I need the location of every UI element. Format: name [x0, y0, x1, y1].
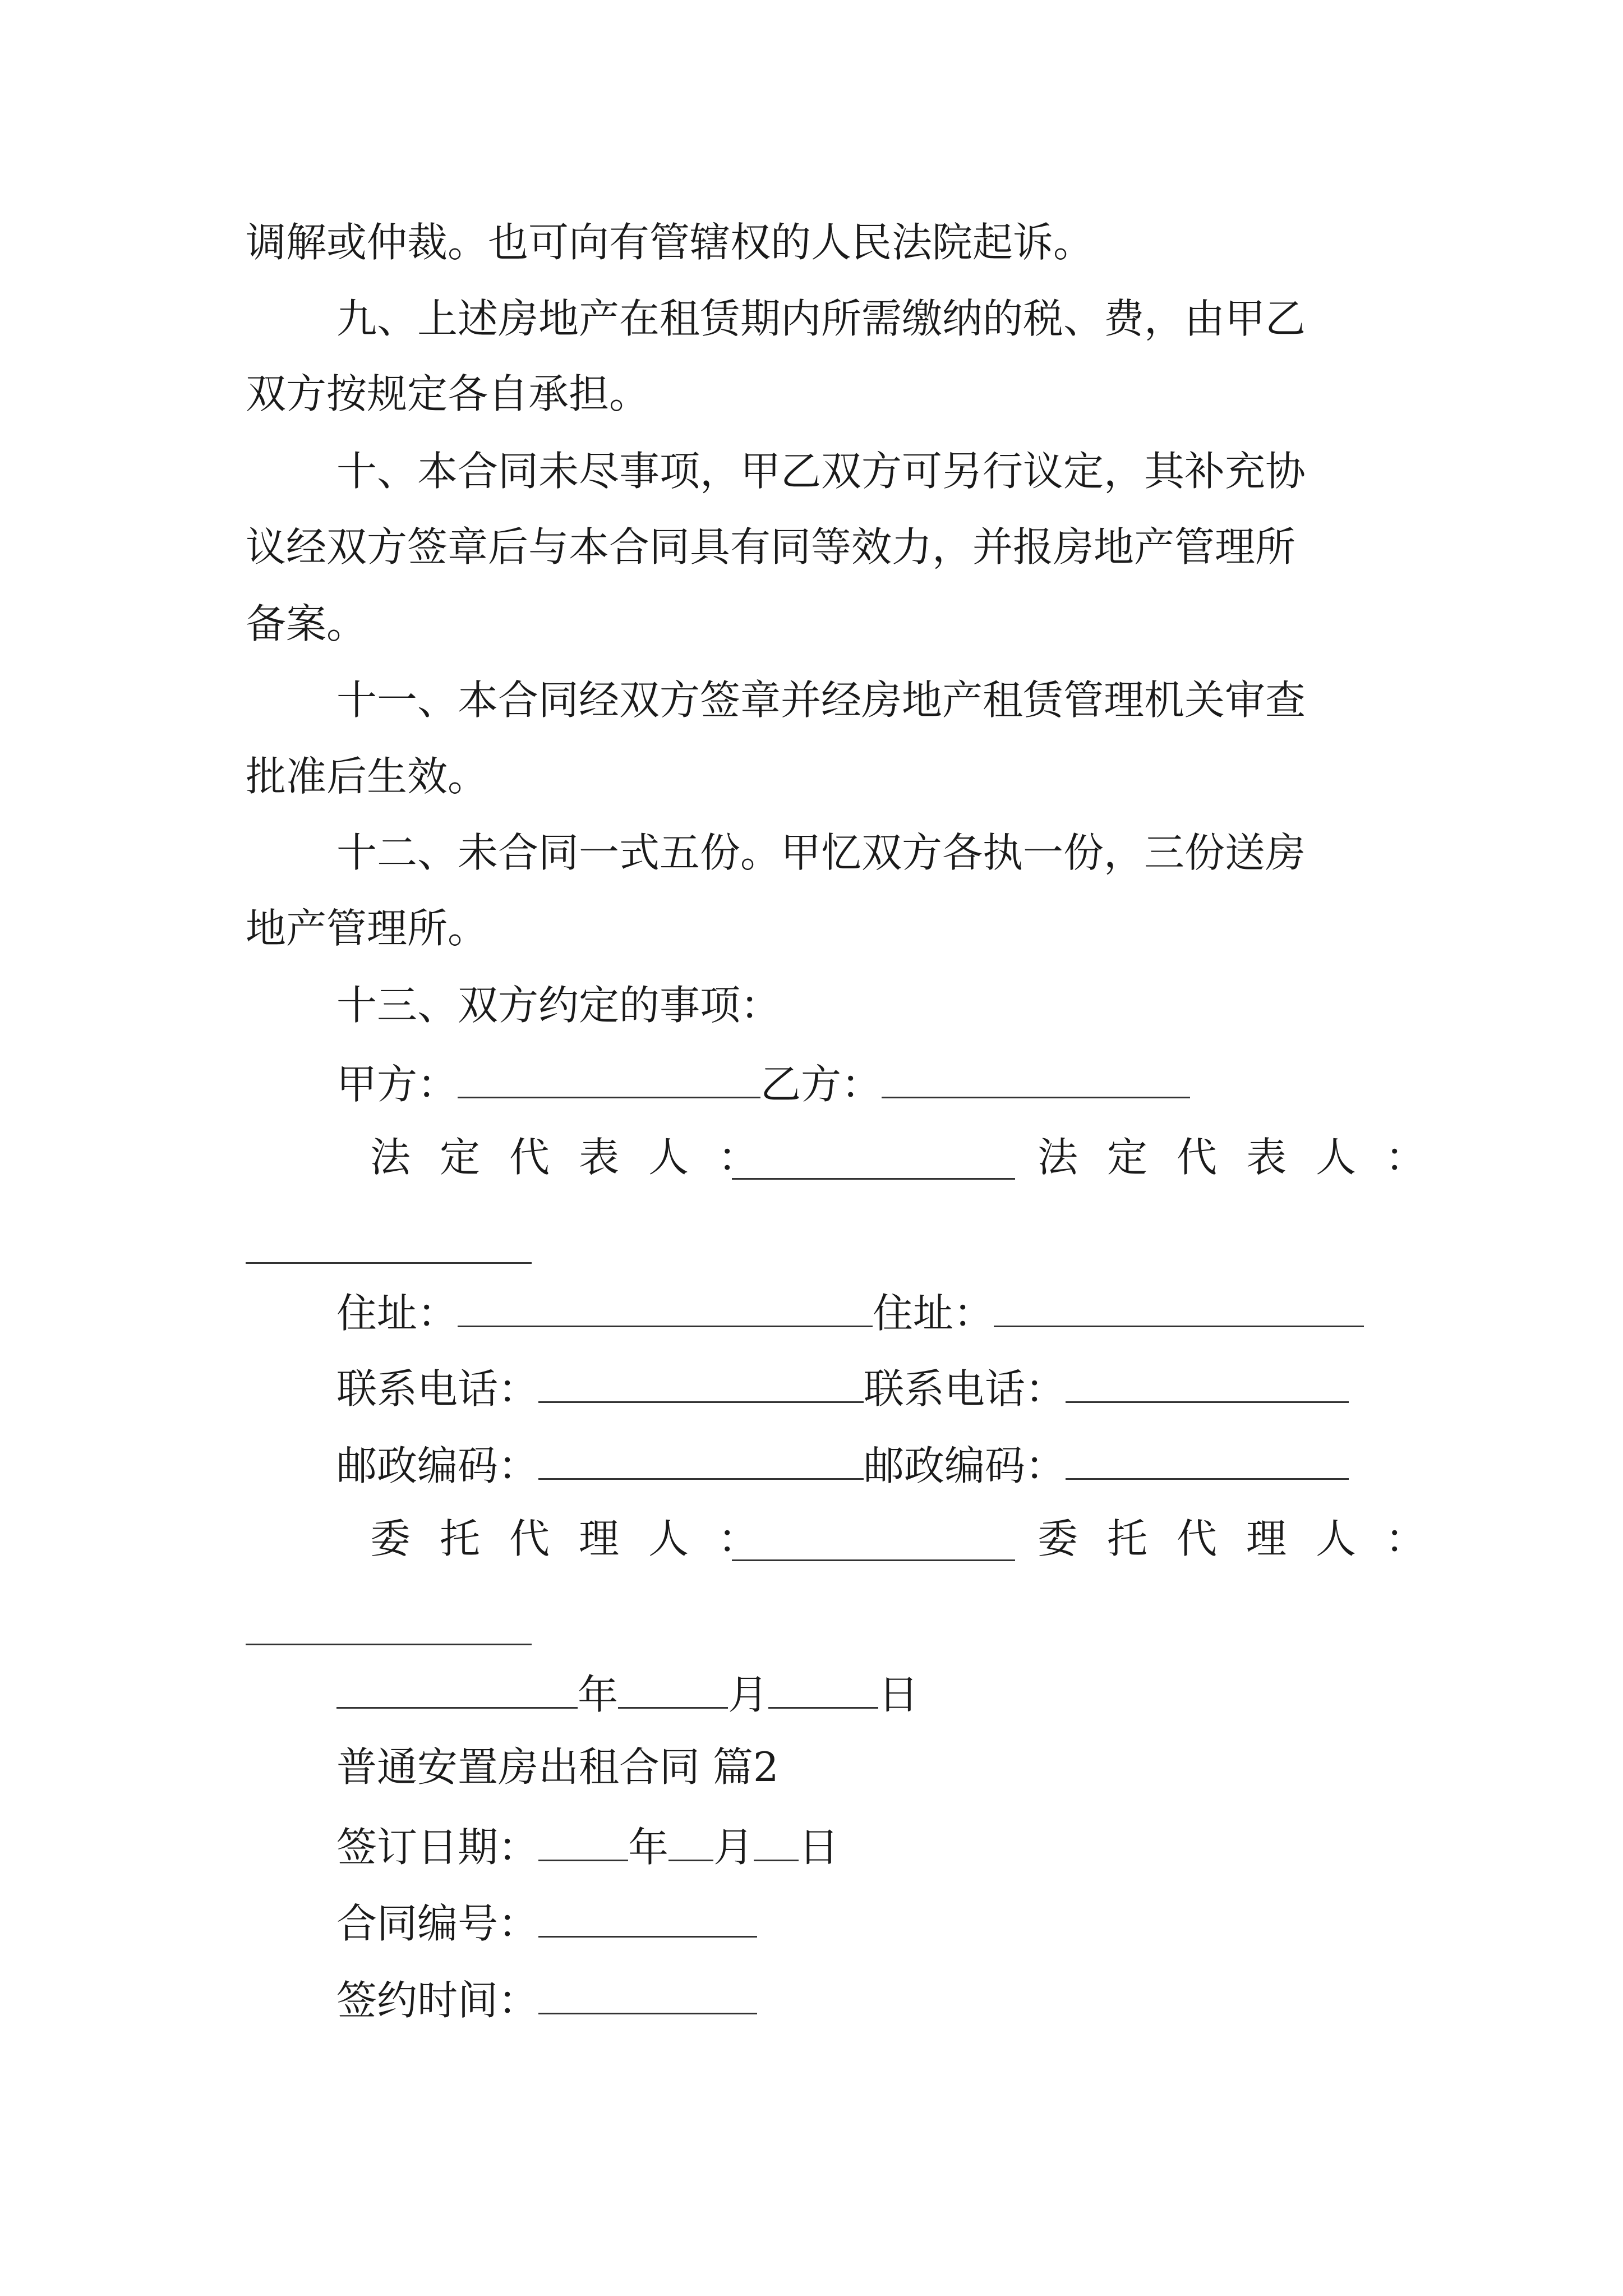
paragraph-10-line2: 议经双方签章后与本合同具有同等效力，并报房地产管理所 — [246, 523, 1296, 570]
legal-rep-a-label: 法定代表人： — [370, 1134, 788, 1181]
postcode-a-label: 邮政编码： — [336, 1442, 539, 1489]
year-blank — [336, 1663, 578, 1709]
contract-number-row — [336, 1892, 757, 1952]
postcode-b-blank — [1066, 1434, 1349, 1480]
sign-time-label: 签约时间： — [336, 1977, 539, 2024]
legal-rep-b-blank — [246, 1262, 532, 1264]
sign-month-label: 月 — [713, 1824, 754, 1871]
sign-year-blank — [538, 1816, 628, 1861]
legal-rep-a-blank — [732, 1178, 1015, 1180]
contract-number-blank — [538, 1892, 757, 1938]
sign-time-blank — [538, 1969, 757, 2014]
day-blank — [768, 1663, 878, 1709]
legal-rep-b-label: 法定代表人： — [1038, 1134, 1455, 1181]
paragraph-12-line1: 十二、未合同一式五份。甲忆双方各执一份，三份送房 — [336, 829, 1306, 876]
party-b-blank — [882, 1053, 1190, 1098]
phone-b-label: 联系电话： — [864, 1365, 1066, 1412]
party-b-label: 乙方： — [760, 1061, 882, 1108]
address-row — [336, 1282, 1364, 1341]
phone-a-label: 联系电话： — [336, 1365, 539, 1412]
sign-year-label: 年 — [628, 1824, 669, 1871]
section-2-title: 普通安置房出租合同 篇2 — [336, 1743, 779, 1791]
sign-time-row — [336, 1969, 757, 2028]
sign-day-blank — [754, 1816, 799, 1861]
paragraph-9-line2: 双方按规定各自承担。 — [246, 370, 650, 417]
paragraph-10-line3: 备案。 — [246, 600, 367, 647]
phone-row — [336, 1358, 1349, 1417]
paragraph-13: 十三、双方约定的事项： — [336, 982, 781, 1029]
paragraph-9-line1: 九、上述房地产在租赁期内所需缴纳的税、费，由甲乙 — [336, 295, 1306, 342]
postcode-row — [336, 1434, 1349, 1494]
party-row — [336, 1053, 1190, 1112]
date-row — [336, 1663, 919, 1723]
paragraph-12-line2: 地产管理所。 — [246, 905, 488, 952]
month-label: 月 — [728, 1671, 769, 1718]
party-a-blank — [458, 1053, 760, 1098]
sign-date-row — [336, 1816, 839, 1875]
address-b-blank — [994, 1282, 1364, 1327]
agent-b-label: 委托代理人： — [1038, 1515, 1455, 1562]
sign-date-label: 签订日期： — [336, 1824, 539, 1871]
sign-day-label: 日 — [799, 1824, 840, 1871]
day-label: 日 — [878, 1671, 919, 1718]
address-b-label: 住址： — [873, 1290, 994, 1337]
year-label: 年 — [578, 1671, 619, 1718]
paragraph-8-tail: 调解或仲裁。也可向有管辖权的人民法院起诉。 — [246, 219, 1094, 266]
postcode-a-blank — [538, 1434, 864, 1480]
month-blank — [618, 1663, 728, 1709]
agent-a-label: 委托代理人： — [370, 1515, 788, 1562]
paragraph-11-line1: 十一、本合同经双方签章并经房地产租赁管理机关审查 — [336, 677, 1306, 724]
contract-number-label: 合同编号： — [336, 1900, 539, 1947]
agent-b-blank — [246, 1644, 532, 1645]
address-a-blank — [458, 1282, 873, 1327]
postcode-b-label: 邮政编码： — [864, 1442, 1066, 1489]
agent-a-blank — [732, 1559, 1015, 1561]
phone-a-blank — [538, 1358, 864, 1403]
paragraph-11-line2: 批准后生效。 — [246, 753, 488, 800]
address-a-label: 住址： — [336, 1290, 458, 1337]
party-a-label: 甲方： — [336, 1061, 458, 1108]
paragraph-10-line1: 十、本合同未尽事项，甲乙双方可另行议定，其补充协 — [336, 448, 1306, 495]
phone-b-blank — [1066, 1358, 1349, 1403]
sign-month-blank — [668, 1816, 713, 1861]
